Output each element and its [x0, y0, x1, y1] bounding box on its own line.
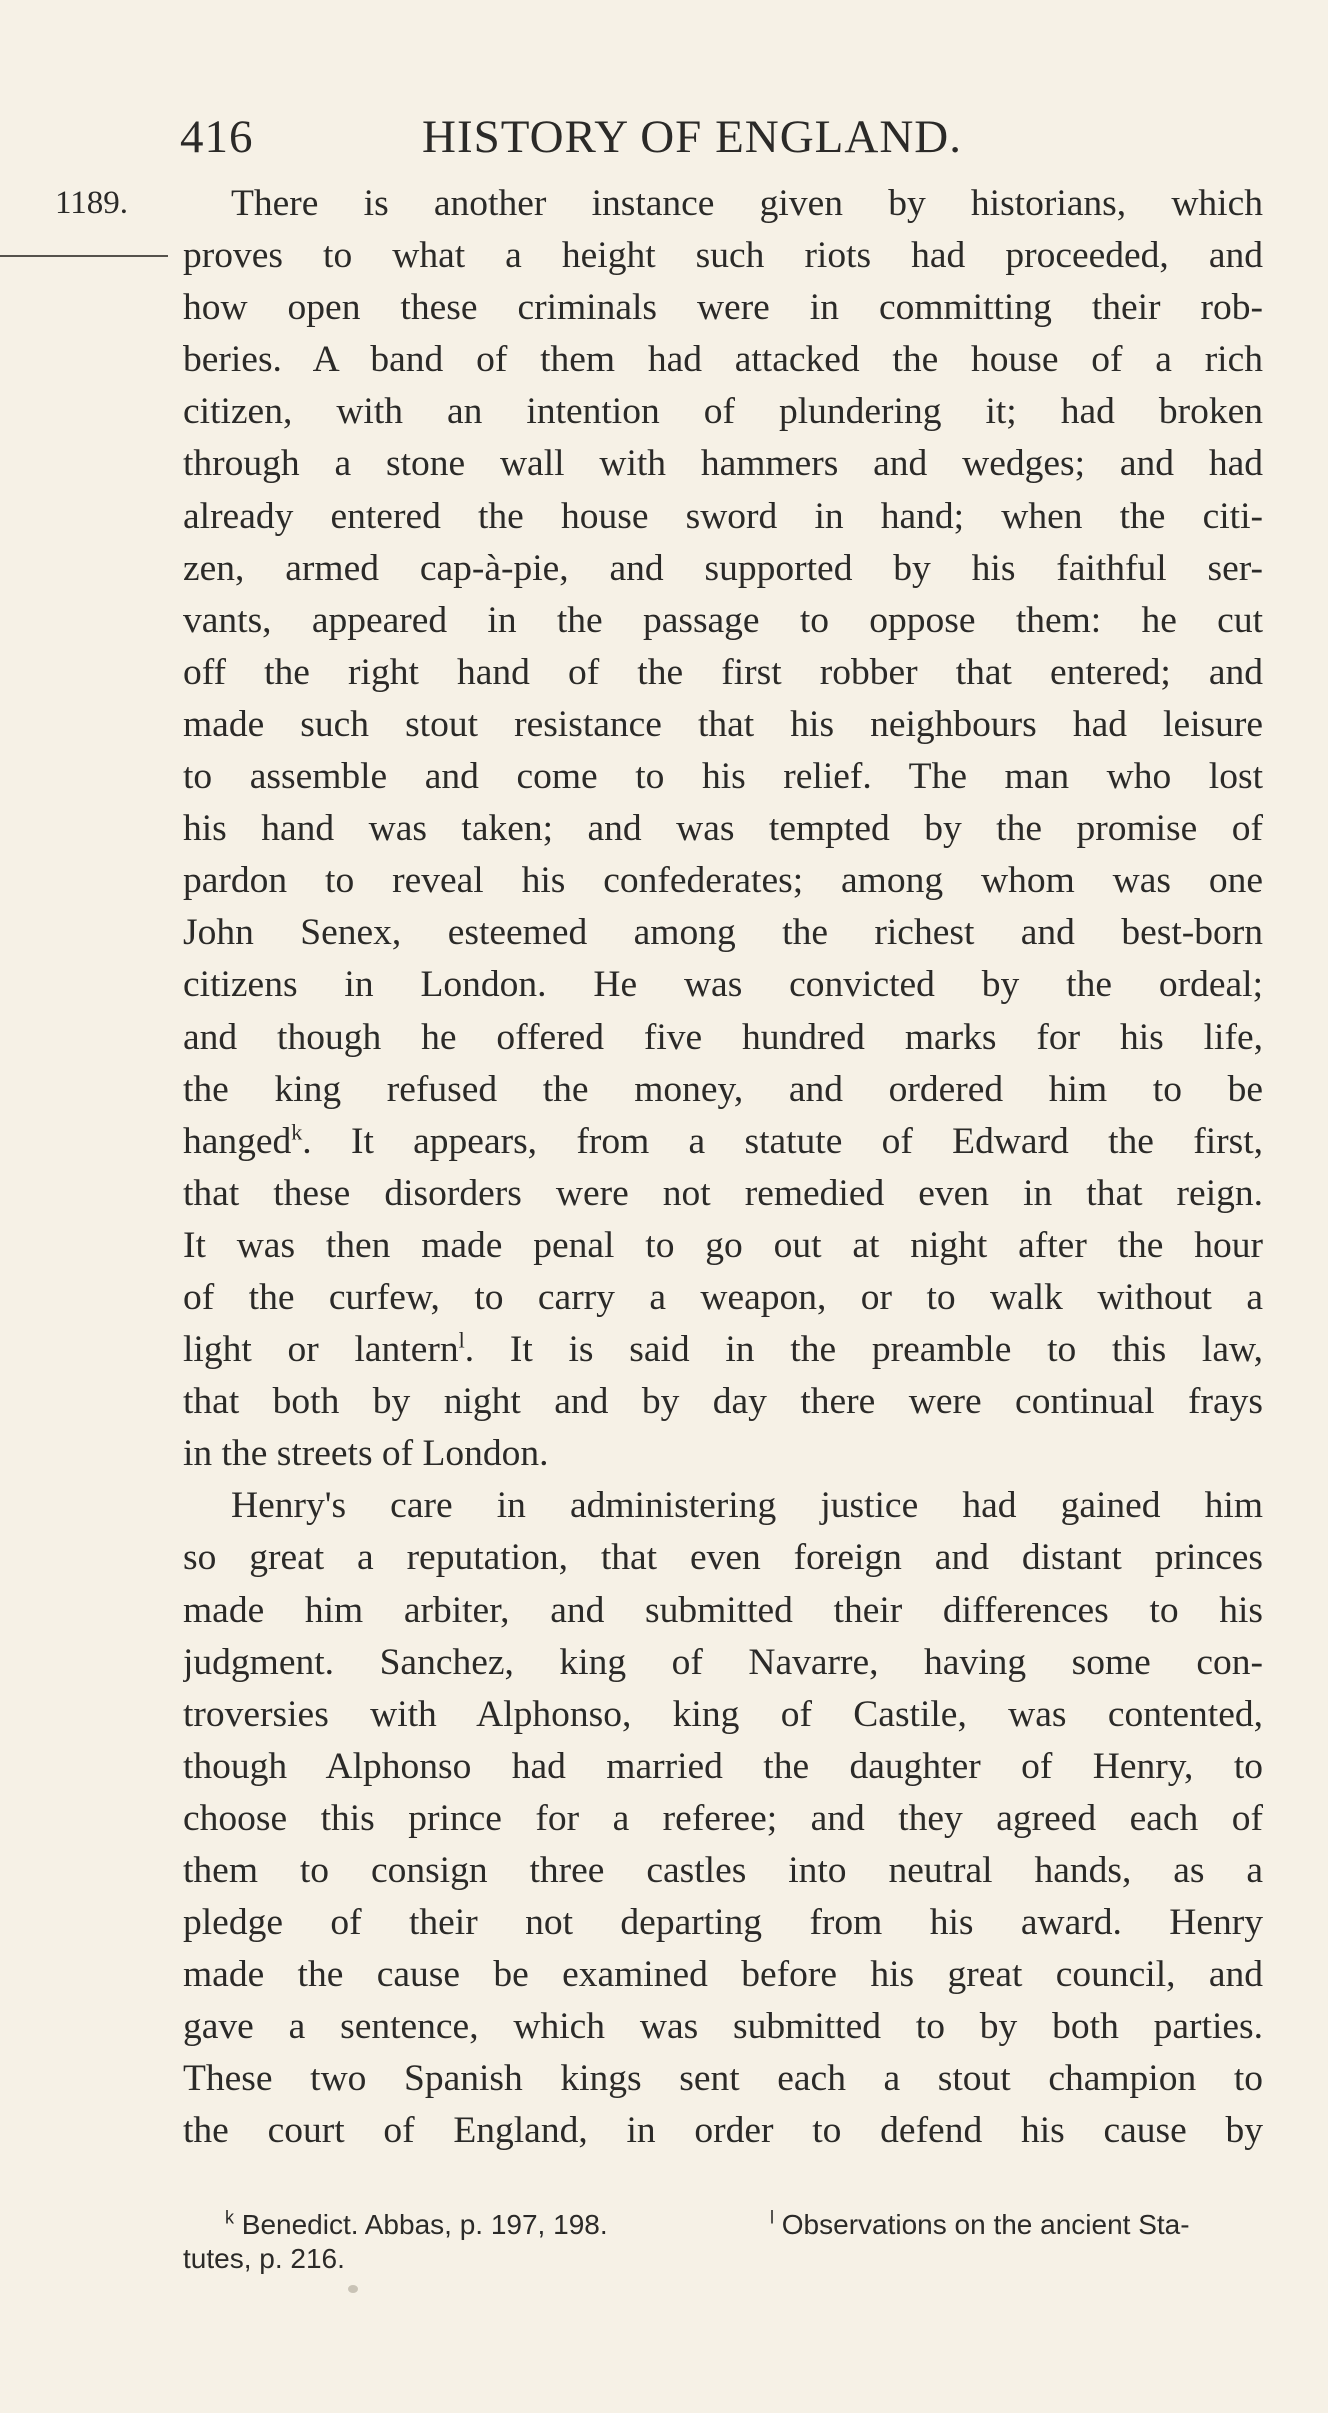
text-line: the king refused the money, and ordered him to be	[183, 1068, 1263, 1110]
footnote-k-mark: k	[225, 2207, 234, 2228]
text-line: pardon to reveal his confederates; among whom was one	[183, 860, 1263, 902]
text-line: of the curfew, to carry a weapon, or to walk without a	[183, 1276, 1263, 1318]
text-line: through a stone wall with hammers and wedges; and had	[183, 443, 1263, 485]
text-line: zen, armed cap-à-pie, and supported by his faithful ser-	[183, 547, 1263, 589]
text-line: John Senex, esteemed among the richest and best-born	[183, 912, 1263, 954]
text-line: how open these criminals were in committing their rob-	[183, 287, 1263, 329]
text-line: made the cause be examined before his great council, and	[183, 1954, 1263, 1996]
running-head: HISTORY OF ENGLAND.	[422, 111, 962, 163]
text-line: his hand was taken; and was tempted by the promise of	[183, 808, 1263, 850]
text-line: choose this prince for a referee; and they agreed each of	[183, 1797, 1263, 1839]
text-line: to assemble and come to his relief. The man who lost	[183, 756, 1263, 798]
text-line: These two Spanish kings sent each a stout champion to	[183, 2058, 1263, 2100]
footnote-k-text: Benedict. Abbas, p. 197, 198.	[241, 2209, 608, 2240]
text-line: judgment. Sanchez, king of Navarre, having some con-	[183, 1641, 1263, 1683]
footnote-continuation: tutes, p. 216.	[183, 2243, 345, 2274]
text-line: beries. A band of them had attacked the house of a rich	[183, 339, 1263, 381]
text-line	[183, 1116, 1263, 1168]
text-line: citizen, with an intention of plundering it; had broken	[183, 391, 1263, 433]
text-line: and though he offered five hundred marks for his life,	[183, 1016, 1263, 1058]
text-line: citizens in London. He was convicted by the ordeal;	[183, 964, 1263, 1006]
footnote-k	[225, 2208, 608, 2242]
footnote-l-mark: l	[770, 2207, 774, 2228]
text-line: though Alphonso had married the daughter of Henry, to	[183, 1745, 1263, 1787]
footnote-mark-k: k	[291, 1119, 303, 1145]
text-line: troversies with Alphonso, king of Castile, was contented,	[183, 1693, 1263, 1735]
text-line: that both by night and by day there were continual frays	[183, 1381, 1263, 1423]
footnote-l	[770, 2208, 1190, 2242]
text-line: vants, appeared in the passage to oppose them: he cut	[183, 599, 1263, 641]
ink-blot	[348, 2285, 358, 2293]
text-line: made him arbiter, and submitted their differences to his	[183, 1589, 1263, 1631]
margin-year: 1189.	[55, 185, 129, 221]
text-line: in the streets of London.	[183, 1433, 549, 1475]
text-line: made such stout resistance that his neighbours had leisure	[183, 703, 1263, 745]
text-line	[183, 1324, 1263, 1376]
footnote-l-text: Observations on the ancient Sta-	[781, 2209, 1190, 2240]
text-line: There is another instance given by historians, which	[231, 183, 1263, 224]
text-line: pledge of their not departing from his award. Henry	[183, 1902, 1263, 1944]
text-line: off the right hand of the first robber that entered; and	[183, 651, 1263, 693]
text-fragment: light or lantern	[183, 1329, 459, 1371]
text-line: Henry's care in administering justice had gained him	[231, 1485, 1263, 1527]
text-line: them to consign three castles into neutral hands, as a	[183, 1850, 1263, 1891]
text-line: gave a sentence, which was submitted to by both parties.	[183, 2006, 1263, 2048]
text-fragment: . It appears, from a statute of Edward the first,	[302, 1120, 1263, 1162]
footnote-mark-l: l	[458, 1327, 465, 1353]
text-line: It was then made penal to go out at night after the hour	[183, 1224, 1263, 1266]
page-number: 416	[180, 111, 254, 163]
text-line: that these disorders were not remedied even in that reign.	[183, 1172, 1263, 1214]
text-line: the court of England, in order to defend his cause by	[183, 2110, 1263, 2152]
text-line: proves to what a height such riots had proceeded, and	[183, 235, 1263, 277]
text-line: already entered the house sword in hand; when the citi-	[183, 495, 1263, 537]
text-fragment: hanged	[183, 1120, 292, 1162]
body-text	[183, 178, 1263, 2158]
text-fragment: . It is said in the preamble to this law,	[464, 1329, 1263, 1371]
margin-rule	[0, 255, 168, 257]
text-line: so great a reputation, that even foreign and distant princes	[183, 1537, 1263, 1579]
